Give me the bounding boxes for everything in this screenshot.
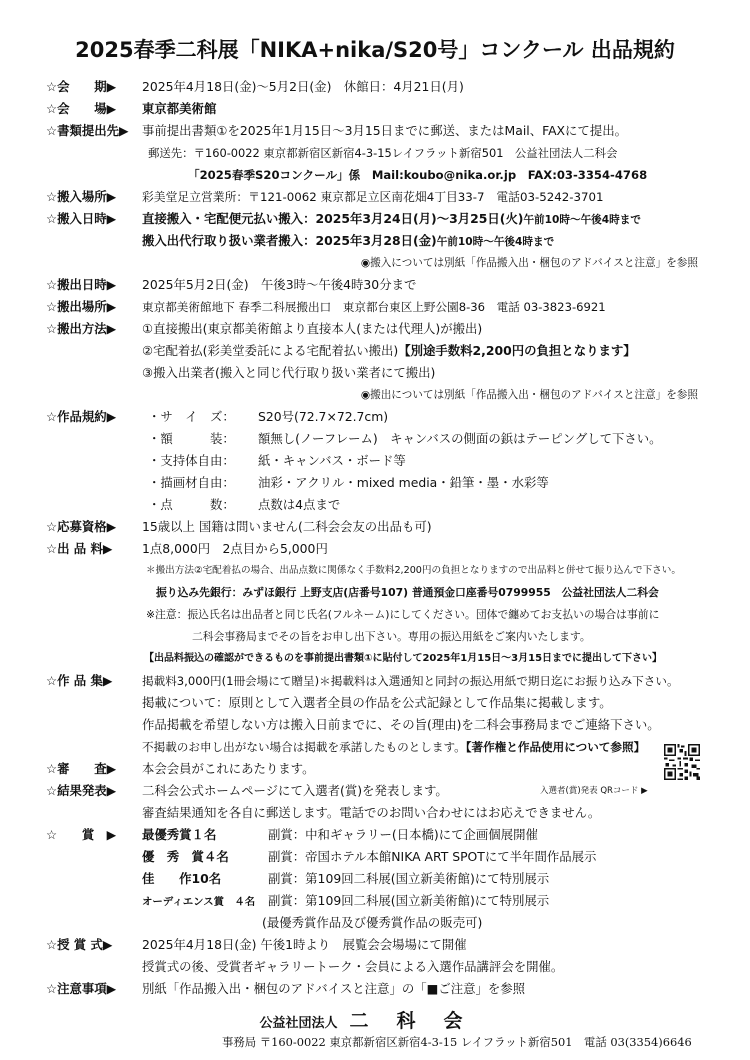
- text-hanshutsu-basho: 東京都美術館地下 春季二科展搬出口 東京都台東区上野公園8-36 電話 03-3823-6921: [142, 300, 606, 314]
- award-row: 佳 作10名 副賞：第109回二科展(国立新美術館)にて特別展示: [142, 871, 550, 886]
- row-kitei-3: [0, 472, 750, 494]
- page-title: 2025春季二科展「NIKA+nika/S20号」コンクール 出品規約: [75, 38, 675, 62]
- text-sakuhinshu-1: 掲載料3,000円(1冊会場にて贈呈)＊掲載料は入選通知と同封の振込用紙で期日迄にお振り込み下さい。: [142, 674, 679, 688]
- qr-label: 入選者(賞)発表 QRコード ▶: [540, 786, 648, 796]
- text-kekka-2: 審査結果通知を各自に郵送します。電話でのお問い合わせにはお応えできません。: [142, 805, 601, 820]
- text-sakuhinshu-2: 掲載について：原則として入選者全員の作品を公式記録として作品集に掲載します。: [142, 695, 612, 710]
- row-ryo-confirm: [0, 648, 750, 670]
- text-hanshutsu-hoho-2: ②宅配着払(彩美堂委託による宅配着払い搬出)【別途手数料2,200円の負担となります】: [142, 343, 636, 358]
- row-sho-3: [0, 890, 750, 912]
- row-hanshutsu-note: [0, 384, 750, 406]
- note-sho: (最優秀賞作品及び優秀賞作品の販売可): [262, 915, 483, 930]
- note-ryo: ＊搬出方法②宅配着払の場合、出品点数に関係なく手数料2,200円の負担となりますので出品料と併せて振り込んで下さい。: [146, 565, 681, 576]
- text-kaijo: 東京都美術館: [142, 101, 217, 116]
- row-ryo-note: [0, 560, 750, 582]
- row-hannyu-nichiji: [0, 208, 750, 230]
- footer-org-prefix: 公益社団法人: [259, 1016, 338, 1031]
- row-jushoshiki-2: [0, 956, 750, 978]
- text-shinsa: 本会会員がこれにあたります。: [142, 761, 315, 776]
- row-ryo-caution2: [0, 626, 750, 648]
- row-sakuhinshu: [0, 670, 750, 692]
- label-ryo: ☆出 品 料▶: [46, 541, 113, 556]
- award-row: 最優秀賞１名 副賞：中和ギャラリー(日本橋)にて企画個展開催: [142, 827, 538, 842]
- label-hanshutsu-hoho: ☆搬出方法▶: [46, 321, 117, 336]
- award-row: 優 秀 賞４名 副賞：帝国ホテル本館NIKA ART SPOTにて半年間作品展示: [142, 849, 597, 864]
- text-hanshutsu-nichiji: 2025年5月2日(金) 午後3時〜午後4時30分まで: [142, 277, 417, 292]
- text-jushoshiki-1: 2025年4月18日(金) 午後1時より 展覧会会場場にて開催: [142, 937, 467, 952]
- row-sho-0: [0, 824, 750, 846]
- text-hanshutsu-hoho-1: ①直接搬出(東京都美術館より直接本人(または代理人)が搬出): [142, 321, 483, 336]
- text-kekka-1: 二科会公式ホームページにて入選者(賞)を発表します。: [142, 783, 448, 798]
- label-shikaku: ☆応募資格▶: [46, 519, 117, 534]
- text-shorui-2: 郵送先：〒160-0022 東京都新宿区新宿4-3-15レイフラット新宿501 公益社団法人二科会: [148, 146, 618, 160]
- text-sakuhinshu-3: 作品掲載を希望しない方は搬入日前までに、その旨(理由)を二科会事務局までご連絡下さい。: [142, 717, 660, 732]
- label-jushoshiki: ☆授 賞 式▶: [46, 937, 113, 952]
- text-chui: 別紙「作品搬入出・梱包のアドバイスと注意」の「■ご注意」を参照: [142, 981, 526, 996]
- label-sakuhinshu: ☆作 品 集▶: [46, 673, 113, 688]
- award-row: オーディエンス賞 ４名 副賞：第109回二科展(国立新美術館)にて特別展示: [142, 893, 550, 908]
- row-ryo: [0, 538, 750, 560]
- footer-org: [0, 1006, 750, 1033]
- row-sho-1: [0, 846, 750, 868]
- row-hanshutsu-hoho-2: [0, 340, 750, 362]
- label-hanshutsu-basho: ☆搬出場所▶: [46, 299, 117, 314]
- text-confirm: 【出品料振込の確認ができるものを事前提出書類①に貼付して2025年1月15日〜3月15日までに提出して下さい】: [144, 653, 663, 664]
- row-shorui-3: [0, 164, 750, 186]
- note-hanshutsu: ◉搬出については別紙「作品搬入出・梱包のアドバイスと注意」を参照: [360, 389, 698, 401]
- spec-row: ・額 装： 額無し(ノーフレーム) キャンバスの側面の鋲はテーピングして下さい。: [148, 431, 662, 446]
- label-shorui: ☆書類提出先▶: [46, 123, 129, 138]
- label-shinsa: ☆審 査▶: [46, 761, 117, 776]
- row-kitei-4: [0, 494, 750, 516]
- row-sho-2: [0, 868, 750, 890]
- label-kaiki: ☆会 期▶: [46, 79, 117, 94]
- text-sakuhinshu-4: 不掲載のお申し出がない場合は掲載を承諾したものとします。【著作権と作品使用について参照】: [142, 740, 646, 754]
- text-ryo: 1点8,000円 2点目から5,000円: [142, 541, 328, 556]
- row-sakuhinshu-4: [0, 736, 750, 758]
- text-hannyu-nichiji-2: 搬入出代行取り扱い業者搬入：2025年3月28日(金)午前10時〜午後4時まで: [142, 233, 555, 248]
- footer-org-name: 二科会: [349, 1010, 491, 1032]
- row-ryo-caution1: [0, 604, 750, 626]
- row-shikaku: [0, 516, 750, 538]
- row-shorui: [0, 120, 750, 142]
- row-hanshutsu-nichiji: [0, 274, 750, 296]
- spec-row: ・点 数： 点数は4点まで: [148, 497, 341, 512]
- row-chui: [0, 978, 750, 1000]
- text-shorui-1: 事前提出書類①を2025年1月15日〜3月15日までに郵送、またはMail、FAXにて提出。: [142, 123, 627, 138]
- row-kekka: [0, 780, 750, 802]
- text-caution-1: ※注意：振込氏名は出品者と同じ氏名(フルネーム)にしてください。団体で纏めてお支払いの場合は事前に: [146, 608, 660, 621]
- spec-row: ・支持体自由： 紙・キャンバス・ボード等: [148, 453, 406, 468]
- row-jushoshiki: [0, 934, 750, 956]
- row-hannyu-note: [0, 252, 750, 274]
- text-hanshutsu-hoho-3: ③搬入出業者(搬入と同じ代行取り扱い業者にて搬出): [142, 365, 436, 380]
- text-caution-2: 二科会事務局までその旨をお申し出下さい。専用の振込用紙をご案内いたします。: [192, 630, 591, 643]
- row-hanshutsu-hoho-3: [0, 362, 750, 384]
- label-chui: ☆注意事項▶: [46, 981, 117, 996]
- row-sakuhinshu-2: [0, 692, 750, 714]
- row-kekka-2: [0, 802, 750, 824]
- text-hannyu-nichiji-1: 直接搬入・宅配便元払い搬入：2025年3月24日(月)〜3月25日(火)午前10時〜午後4時まで: [142, 211, 641, 226]
- spec-row: ・描画材自由： 油彩・アクリル・mixed media・鉛筆・墨・水彩等: [148, 475, 549, 490]
- row-shinsa: [0, 758, 750, 780]
- row-kitei-1: [0, 428, 750, 450]
- text-jushoshiki-2: 授賞式の後、受賞者ギャラリートーク・会員による入選作品講評会を開催。: [142, 959, 564, 974]
- note-hannyu: ◉搬入については別紙「作品搬入出・梱包のアドバイスと注意」を参照: [360, 257, 698, 269]
- label-hannyu-basho: ☆搬入場所▶: [46, 189, 117, 204]
- label-sho: ☆ 賞 ▶: [46, 827, 117, 842]
- row-hanshutsu-basho: [0, 296, 750, 318]
- row-ryo-bank: [0, 582, 750, 604]
- footer-office: 事務局 〒160-0022 東京都新宿区新宿4-3-15 レイフラット新宿501 電話 03(3354)6646: [222, 1035, 692, 1049]
- text-shorui-3: 「2025春季S20コンクール」係 Mail:koubo@nika.or.jp FAX:03-3354-4768: [188, 168, 648, 182]
- text-kaiki: 2025年4月18日(金)〜5月2日(金) 休館日：4月21日(月): [142, 79, 464, 94]
- row-hannyu-nichiji-2: [0, 230, 750, 252]
- spec-row: ・サ イ ズ： S20号(72.7×72.7cm): [148, 409, 389, 424]
- text-shikaku: 15歳以上 国籍は問いません(二科会会友の出品も可): [142, 519, 432, 534]
- row-shorui-2: [0, 142, 750, 164]
- text-bank: 振り込み先銀行：みずほ銀行 上野支店(店番号107) 普通預金口座番号0799955 公益社団法人二科会: [156, 586, 659, 599]
- row-kaiki: [0, 76, 750, 98]
- row-sho-note: [0, 912, 750, 934]
- label-hanshutsu-nichiji: ☆搬出日時▶: [46, 277, 117, 292]
- label-kitei: ☆作品規約▶: [46, 409, 117, 424]
- qr-code-icon[interactable]: [664, 744, 700, 780]
- row-hannyu-basho: [0, 186, 750, 208]
- row-kitei-0: [0, 406, 750, 428]
- label-kekka: ☆結果発表▶: [46, 783, 117, 798]
- label-hannyu-nichiji: ☆搬入日時▶: [46, 211, 117, 226]
- row-hanshutsu-hoho: [0, 318, 750, 340]
- label-kaijo: ☆会 場▶: [46, 101, 117, 116]
- text-hannyu-basho: 彩美堂足立営業所：〒121-0062 東京都足立区南花畑4丁目33-7 電話03-5242-3701: [142, 190, 604, 204]
- row-sakuhinshu-3: [0, 714, 750, 736]
- row-kaijo: [0, 98, 750, 120]
- row-kitei-2: [0, 450, 750, 472]
